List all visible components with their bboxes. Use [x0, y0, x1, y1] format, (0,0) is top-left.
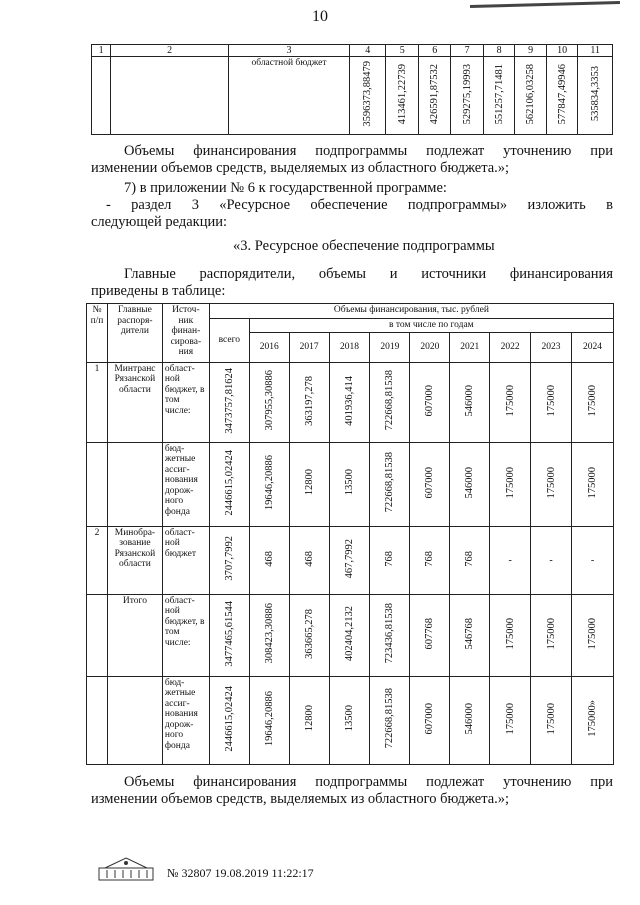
value-cell: 363197,278: [303, 375, 315, 426]
header-volumes: Объемы финансирования, тыс. рублей: [209, 304, 613, 319]
total-cell: 3473757,81624: [223, 367, 235, 434]
value-cell: 723436,81538: [384, 603, 396, 664]
year-2019: 2019: [370, 332, 410, 362]
value-cell: 546000: [464, 466, 476, 499]
col-num: 8: [483, 45, 514, 57]
value-cell: 12800: [303, 705, 315, 732]
col-num: 6: [418, 45, 450, 57]
value-cell: 175000: [545, 466, 557, 499]
row-num: 2: [87, 526, 108, 594]
value-cell: 468: [303, 550, 315, 567]
column-number-row: [92, 45, 613, 57]
row-source: област- ной бюджет: [162, 526, 209, 594]
value-cell: 722668,81538: [384, 688, 396, 749]
value-cell: 607000: [424, 384, 436, 417]
col-num: 3: [229, 45, 350, 57]
value-cell: 175000: [504, 617, 516, 650]
value-cell: 426591,87532: [429, 63, 441, 125]
value-cell: 175000: [587, 466, 598, 499]
value-cell: 768: [464, 550, 476, 567]
empty-cell: [92, 57, 111, 135]
value-cell: 402404,2132: [344, 605, 356, 662]
row-source: област- ной бюджет, в том числе:: [162, 362, 209, 442]
value-cell: 546000: [464, 384, 476, 417]
value-cell: 12800: [303, 469, 315, 496]
col-num: 2: [111, 45, 229, 57]
row-num: [87, 676, 108, 764]
value-cell: 607000: [424, 466, 436, 499]
value-cell: 308423,30886: [263, 603, 275, 664]
row-distributor: Минтранс Рязанской области: [107, 362, 162, 442]
value-cell: 175000: [504, 702, 516, 735]
scan-edge-mark: [470, 1, 620, 8]
value-cell: 175000: [545, 617, 557, 650]
value-cell: -: [549, 554, 553, 566]
col-num: 7: [451, 45, 483, 57]
col-num: 10: [546, 45, 577, 57]
value-cell: 175000: [545, 702, 557, 735]
value-cell: 768: [384, 550, 396, 567]
row-distributor: [107, 676, 162, 764]
value-cell: 19646,20886: [263, 454, 275, 511]
value-cell: 529275,19993: [461, 63, 473, 125]
total-cell: 3707,7992: [223, 536, 235, 581]
value-cell: -: [508, 554, 512, 566]
item-7-sub: - раздел 3 «Ресурсное обеспечение подпрограммы» изложить в: [106, 197, 613, 213]
value-cell: 13500: [344, 469, 356, 496]
value-cell: 175000»: [587, 700, 598, 737]
item-7: 7) в приложении № 6 к государственной программе:: [124, 180, 447, 196]
value-cell: 175000: [587, 384, 598, 417]
value-cell: 546000: [464, 702, 476, 735]
source-cell: областной бюджет: [229, 57, 350, 135]
table-row: [87, 362, 614, 442]
value-cell: 175000: [587, 617, 598, 650]
intro-line: приведены в таблице:: [91, 283, 226, 299]
continuation-table: [91, 44, 613, 135]
section-title: «3. Ресурсное обеспечение подпрограммы: [233, 238, 495, 254]
value-cell: 175000: [545, 384, 557, 417]
header-distributor: Главные распоря- дители: [107, 304, 162, 363]
value-cell: 577847,49946: [556, 63, 568, 125]
table-row: [92, 57, 613, 135]
value-cell: 722668,81538: [384, 452, 396, 513]
paragraph-line: Объемы финансирования подпрограммы подлежат уточнению при: [124, 774, 613, 790]
col-num: 4: [349, 45, 386, 57]
resources-table: [86, 303, 614, 765]
row-distributor: Итого: [107, 594, 162, 676]
value-cell: 722668,81538: [384, 370, 396, 431]
empty-cell: [111, 57, 229, 135]
value-cell: 175000: [504, 466, 516, 499]
value-cell: 535834,3353: [589, 66, 601, 122]
year-2018: 2018: [329, 332, 370, 362]
value-cell: 19646,20886: [263, 690, 275, 747]
row-source: бюд- жетные ассиг- нования дорож- ного фонда: [162, 442, 209, 526]
col-num: 11: [578, 45, 613, 57]
intro-line: Главные распорядители, объемы и источники финансирования: [124, 266, 613, 282]
col-num: 1: [92, 45, 111, 57]
building-stamp-icon: [97, 854, 155, 882]
table-row: [87, 442, 614, 526]
row-num: [87, 442, 108, 526]
row-distributor: Минобра- зование Рязанской области: [107, 526, 162, 594]
table-row: [87, 526, 614, 594]
page-number: 10: [312, 8, 328, 25]
year-2024: 2024: [572, 332, 614, 362]
year-2020: 2020: [410, 332, 450, 362]
paragraph-line: Объемы финансирования подпрограммы подлежат уточнению при: [124, 143, 613, 159]
value-cell: 467,7992: [344, 538, 356, 579]
value-cell: 363665,278: [303, 608, 315, 659]
row-source: област- ной бюджет, в том числе:: [162, 594, 209, 676]
value-cell: 607768: [424, 617, 436, 650]
col-num: 9: [515, 45, 546, 57]
value-cell: 307955,30886: [263, 370, 275, 431]
registration-footer: № 32807 19.08.2019 11:22:17: [167, 866, 314, 880]
item-7-sub-cont: следующей редакции:: [91, 214, 228, 230]
value-cell: 768: [424, 550, 436, 567]
year-2016: 2016: [249, 332, 289, 362]
header-total: всего: [209, 319, 249, 363]
year-2023: 2023: [531, 332, 572, 362]
total-cell: 2446615,02424: [223, 449, 235, 516]
value-cell: 413461,22739: [396, 63, 408, 125]
header-num: № п/п: [87, 304, 108, 363]
value-cell: 562106,03258: [525, 63, 537, 125]
table-row: [87, 594, 614, 676]
value-cell: 3596373,88479: [362, 61, 374, 127]
value-cell: 175000: [504, 384, 516, 417]
total-cell: 3477465,61544: [223, 600, 235, 667]
year-2022: 2022: [490, 332, 531, 362]
col-num: 5: [386, 45, 418, 57]
row-source: бюд- жетные ассиг- нования дорож- ного фонда: [162, 676, 209, 764]
value-cell: -: [590, 554, 595, 566]
value-cell: 13500: [344, 705, 356, 732]
paragraph-line: изменении объемов средств, выделяемых из областного бюджета.»;: [91, 160, 510, 176]
value-cell: 551257,71481: [493, 63, 505, 125]
year-2017: 2017: [289, 332, 329, 362]
year-2021: 2021: [450, 332, 490, 362]
row-distributor: [107, 442, 162, 526]
header-by-years: в том числе по годам: [249, 319, 613, 333]
value-cell: 546768: [464, 617, 476, 650]
header-source: Источ- ник финан- сирова- ния: [162, 304, 209, 363]
paragraph-line: изменении объемов средств, выделяемых из областного бюджета.»;: [91, 791, 510, 807]
value-cell: 607000: [424, 702, 436, 735]
value-cell: 401936,414: [344, 375, 356, 426]
table-row: [87, 676, 614, 764]
row-num: 1: [87, 362, 108, 442]
row-num: [87, 594, 108, 676]
total-cell: 2446615,02424: [223, 685, 235, 752]
value-cell: 468: [263, 550, 275, 567]
